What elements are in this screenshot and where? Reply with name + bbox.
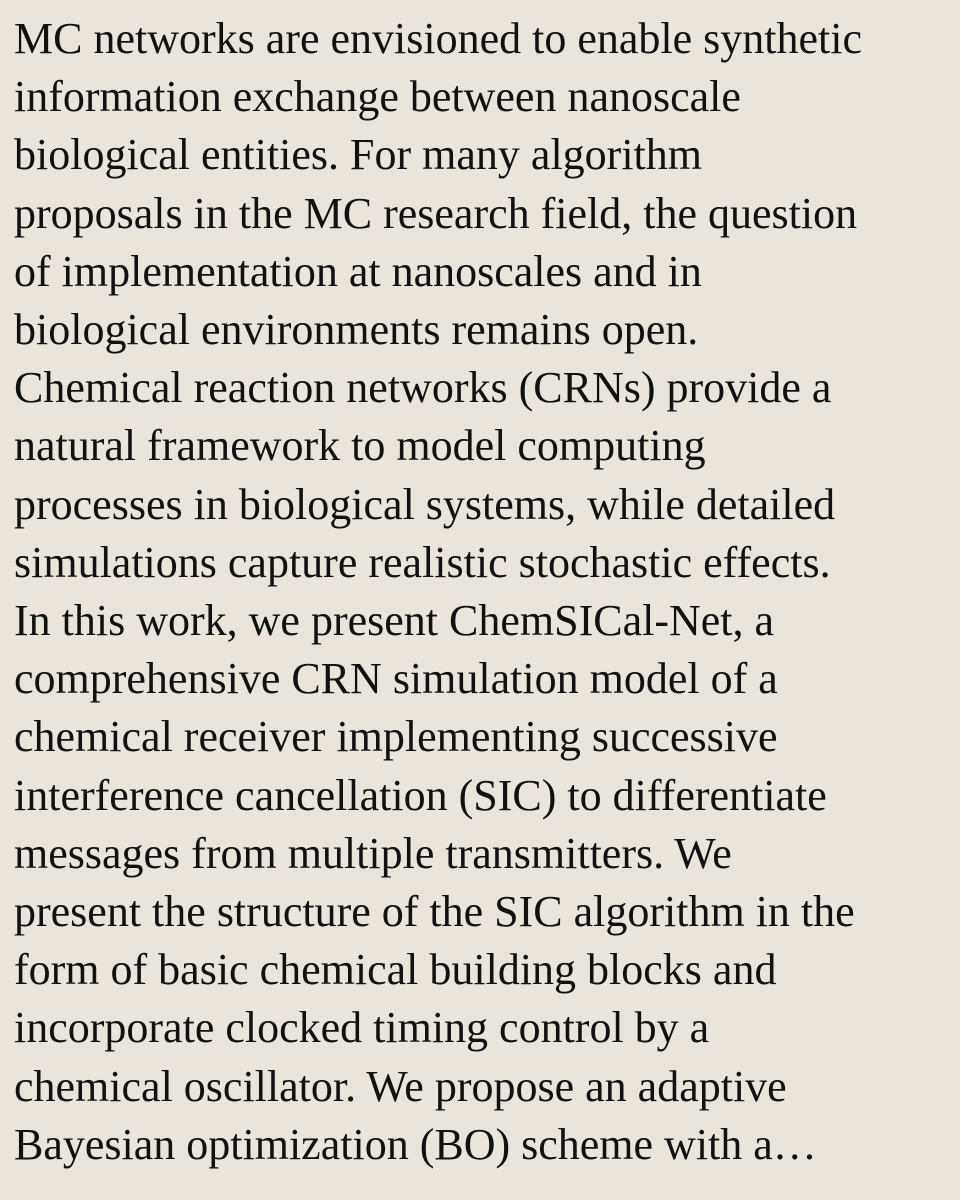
text-line: Chemical reaction networks (CRNs) provide a [14,363,832,413]
text-line: incorporate clocked timing control by a [14,1003,710,1053]
text-line: MC networks are envisioned to enable synthetic [14,14,863,63]
text-line: interference cancellation (SIC) to differentiate [14,770,827,820]
text-line: form of basic chemical building blocks and [14,945,777,995]
text-line: chemical oscillator. We propose an adaptive [14,1061,787,1111]
text-line: information exchange between nanoscale [14,72,741,122]
text-line: chemical receiver implementing successive [14,712,778,762]
text-line: present the structure of the SIC algorithm in the [14,887,855,937]
abstract-text [14,10,946,1174]
text-line: Bayesian optimization (BO) scheme with a… [14,1119,817,1169]
text-line: processes in biological systems, while detailed [14,479,836,529]
text-line: simulations capture realistic stochastic effects. [14,537,831,587]
text-line: biological entities. For many algorithm [14,130,702,180]
text-line: of implementation at nanoscales and in [14,246,702,296]
text-line: biological environments remains open. [14,305,699,355]
text-line: In this work, we present ChemSICal-Net, a [14,596,775,646]
text-line: comprehensive CRN simulation model of a [14,654,778,704]
text-line: proposals in the MC research field, the question [14,188,858,238]
text-line: messages from multiple transmitters. We [14,828,732,878]
text-line: natural framework to model computing [14,421,706,471]
